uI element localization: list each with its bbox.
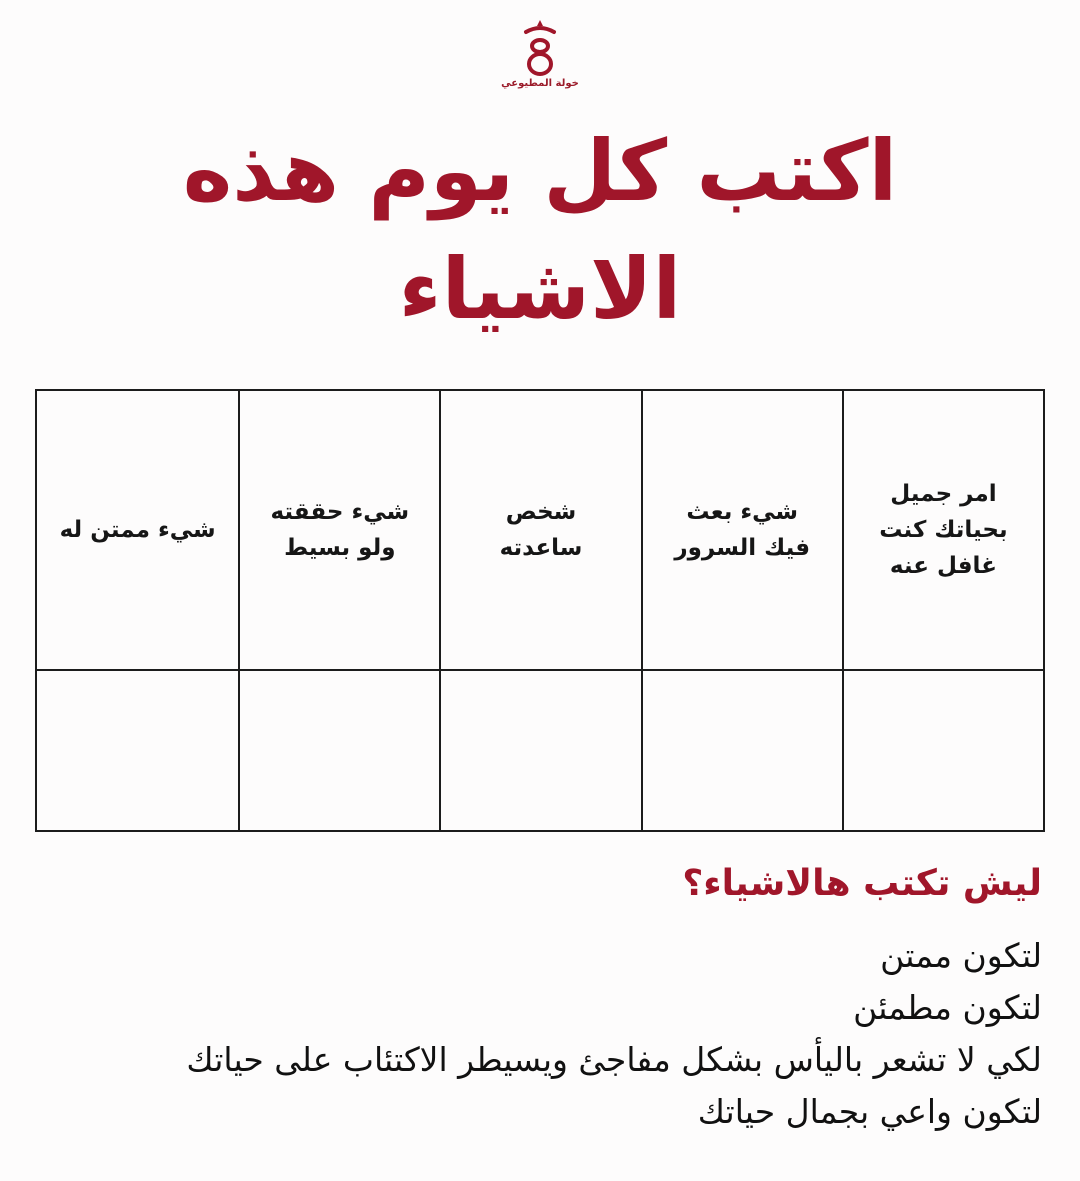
logo-text: خولة المطيوعي: [501, 78, 579, 89]
answer-cell-helped-person[interactable]: [439, 671, 640, 830]
header-label: شيء حققته ولو بسيط: [270, 499, 410, 561]
header-cell-grateful: [37, 391, 238, 671]
stylized-letter-logo-icon: [517, 14, 563, 78]
header-cell-achievement: [238, 391, 439, 671]
daily-things-table: [35, 389, 1045, 832]
reason-item: لتكون ممتن: [880, 936, 1042, 975]
header-cell-helped-person: [439, 391, 640, 671]
header-cell-beautiful-thing: [842, 391, 1043, 671]
reason-item: لكي لا تشعر باليأس بشكل مفاجئ ويسيطر الاكتئاب على حياتك: [186, 1040, 1042, 1079]
title-line-2: الاشياء: [398, 240, 682, 338]
page-title: [60, 112, 1020, 348]
answer-cell-joy[interactable]: [641, 671, 842, 830]
reason-item: لتكون واعي بجمال حياتك: [697, 1092, 1042, 1131]
title-line-1: اكتب كل يوم هذه: [182, 122, 898, 220]
answer-cell-achievement[interactable]: [238, 671, 439, 830]
header-cell-joy: [641, 391, 842, 671]
header-label: شيء بعث فيك السرور: [674, 499, 811, 561]
brand-logo: [500, 14, 580, 96]
answer-cell-grateful[interactable]: [37, 671, 238, 830]
header-label: شيء ممتن له: [59, 517, 216, 543]
header-label: امر جميل بحياتك كنت غافل عنه: [879, 481, 1008, 579]
reason-item: لتكون مطمئن: [853, 988, 1042, 1027]
header-label: شخص ساعدته: [499, 499, 583, 561]
answer-cell-beautiful-thing[interactable]: [842, 671, 1043, 830]
reasons-list: [42, 930, 1042, 1138]
why-heading: ليش تكتب هالاشياء؟: [682, 863, 1042, 904]
